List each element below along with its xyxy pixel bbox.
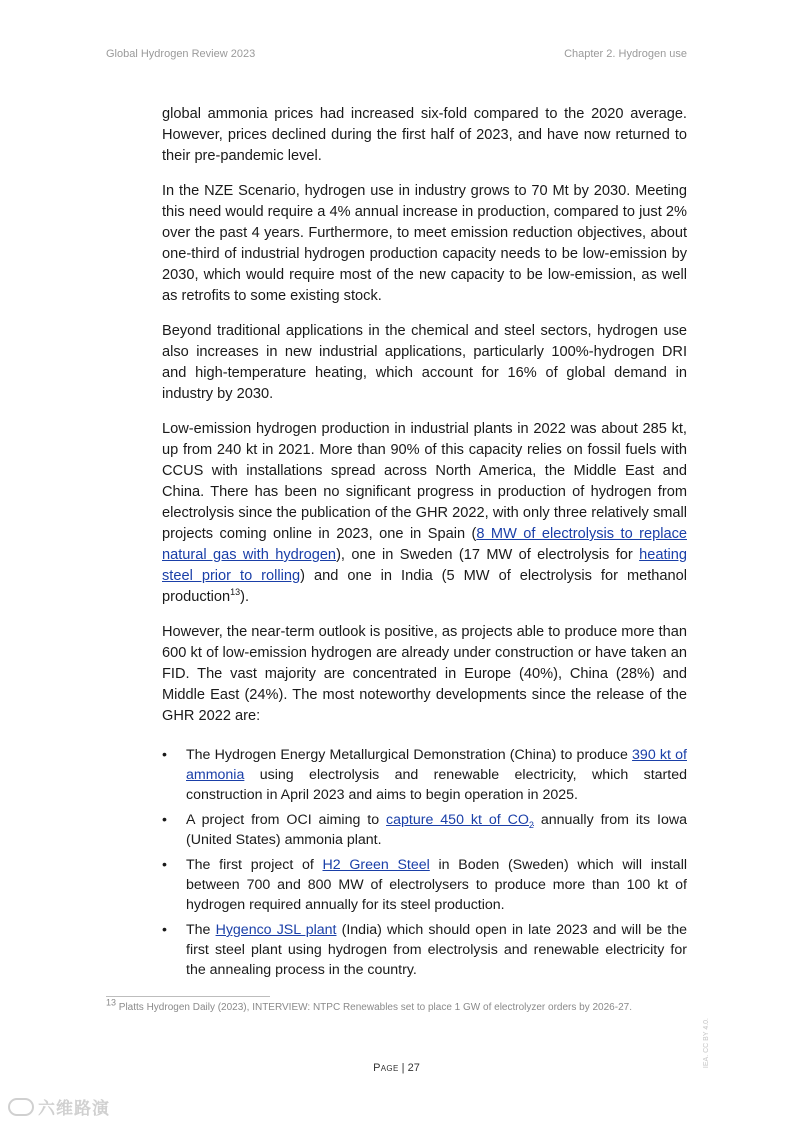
bullet-icon: •	[162, 747, 167, 763]
license-notice: IEA. CC BY 4.0.	[703, 1018, 710, 1069]
paragraph-1: global ammonia prices had increased six-fold compared to the 2020 average. However, prices declined during the first half of 2023, and have now returned to their pre-pandemic level.	[162, 106, 687, 164]
paragraph-4-text-c: ) and one in India (5 MW of electrolysis for methanol production	[162, 568, 687, 605]
bullet-4-post: (India) which should open in late 2023 and will be the first steel plant using hydrogen from electrolysis and renewable electricity for the annealing process in the country.	[186, 922, 687, 978]
link-hygenco-jsl-plant[interactable]: Hygenco JSL plant	[215, 922, 337, 938]
link-h2-green-steel[interactable]: H2 Green Steel	[322, 857, 430, 873]
footnote-divider	[106, 996, 270, 997]
watermark	[8, 1094, 110, 1119]
bullet-1-post: using electrolysis and renewable electricity, which started construction in April 2023 and aims to begin operation in 2025.	[186, 767, 687, 803]
bullet-3-pre: The first project of	[186, 857, 323, 873]
watermark-logo-icon	[8, 1098, 34, 1116]
footnote-ref-13[interactable]: 13	[230, 587, 241, 598]
footnote-13	[106, 997, 632, 1013]
bullet-3-post: in Boden (Sweden) which will install between 700 and 800 MW of electrolysers to produce more than 100 kt of hydrogen required annually for its steel production.	[186, 857, 687, 913]
page-footer	[0, 1062, 793, 1074]
bullet-1-pre: The Hydrogen Energy Metallurgical Demonstration (China) to produce	[186, 747, 633, 763]
page-label: Page	[373, 1062, 399, 1074]
bullet-icon: •	[162, 922, 167, 938]
running-header-chapter: Chapter 2. Hydrogen use	[564, 48, 687, 60]
paragraph-4	[162, 419, 687, 608]
bullet-2-post: annually from its Iowa (United States) ammonia plant.	[186, 812, 687, 848]
watermark-text: 六维路演	[38, 1099, 110, 1118]
bullet-icon: •	[162, 857, 167, 873]
page-separator: |	[398, 1062, 408, 1074]
footnote-text: Platts Hydrogen Daily (2023), INTERVIEW: NTPC Renewables set to place 1 GW of electrolyzer orders by 2026-27.	[116, 1002, 632, 1013]
running-header-title: Global Hydrogen Review 2023	[106, 48, 256, 60]
list-item	[162, 745, 687, 805]
link-spain-electrolysis[interactable]: 8 MW of electrolysis to replace natural gas with hydrogen	[162, 526, 687, 563]
list-item	[162, 810, 687, 850]
paragraph-5: However, the near-term outlook is positive, as projects able to produce more than 600 kt of low-emission hydrogen are already under construction or have taken an FID. The vast majority are concentrated in Europe (40%), China (28%) and Middle East (24%). The most noteworthy developments since the release of the GHR 2022 are:	[162, 624, 687, 724]
link-capture-co2[interactable]	[386, 812, 534, 828]
list-item	[162, 855, 687, 915]
footnote-number: 13	[106, 997, 117, 1008]
link-sweden-heating-steel[interactable]: heating steel prior to rolling	[162, 547, 687, 584]
paragraph-2: In the NZE Scenario, hydrogen use in industry grows to 70 Mt by 2030. Meeting this need would require a 4% annual increase in production, compared to just 2% over the past 4 years. Furthermore, to meet emission reduction objectives, about one-third of industrial hydrogen production capacity needs to be low-emission by 2030, which would require most of the new capacity to be low-emission, as well as retrofits to some existing stock.	[162, 183, 687, 304]
link-390kt-ammonia[interactable]: 390 kt of ammonia	[186, 747, 687, 783]
list-item	[162, 920, 687, 980]
bullet-2-pre: A project from OCI aiming to	[186, 812, 387, 828]
paragraph-4-text-d: ).	[240, 589, 250, 605]
page-number: 27	[407, 1062, 420, 1074]
bullet-4-pre: The	[186, 922, 216, 938]
developments-list	[162, 745, 687, 980]
link-capture-co2-text[interactable]: capture 450 kt of CO	[386, 812, 529, 828]
bullet-icon: •	[162, 812, 167, 828]
paragraph-3: Beyond traditional applications in the chemical and steel sectors, hydrogen use also increases in new industrial applications, particularly 100%-hydrogen DRI and high-temperature heating, which account for 16% of global demand in industry by 2030.	[162, 323, 687, 402]
paragraph-4-text-b: ), one in Sweden (17 MW of electrolysis for	[336, 547, 640, 563]
link-capture-co2-subscript[interactable]: 2	[528, 819, 534, 830]
main-body	[162, 104, 687, 985]
paragraph-4-text-a: Low-emission hydrogen production in industrial plants in 2022 was about 285 kt, up from 240 kt in 2021. More than 90% of this capacity relies on fossil fuels with CCUS with installations spread across North America, the Middle East and China. There has been no significant progress in production of hydrogen from electrolysis since the publication of the GHR 2022, with only three relatively small projects coming online in 2023, one in Spain (	[162, 421, 687, 542]
